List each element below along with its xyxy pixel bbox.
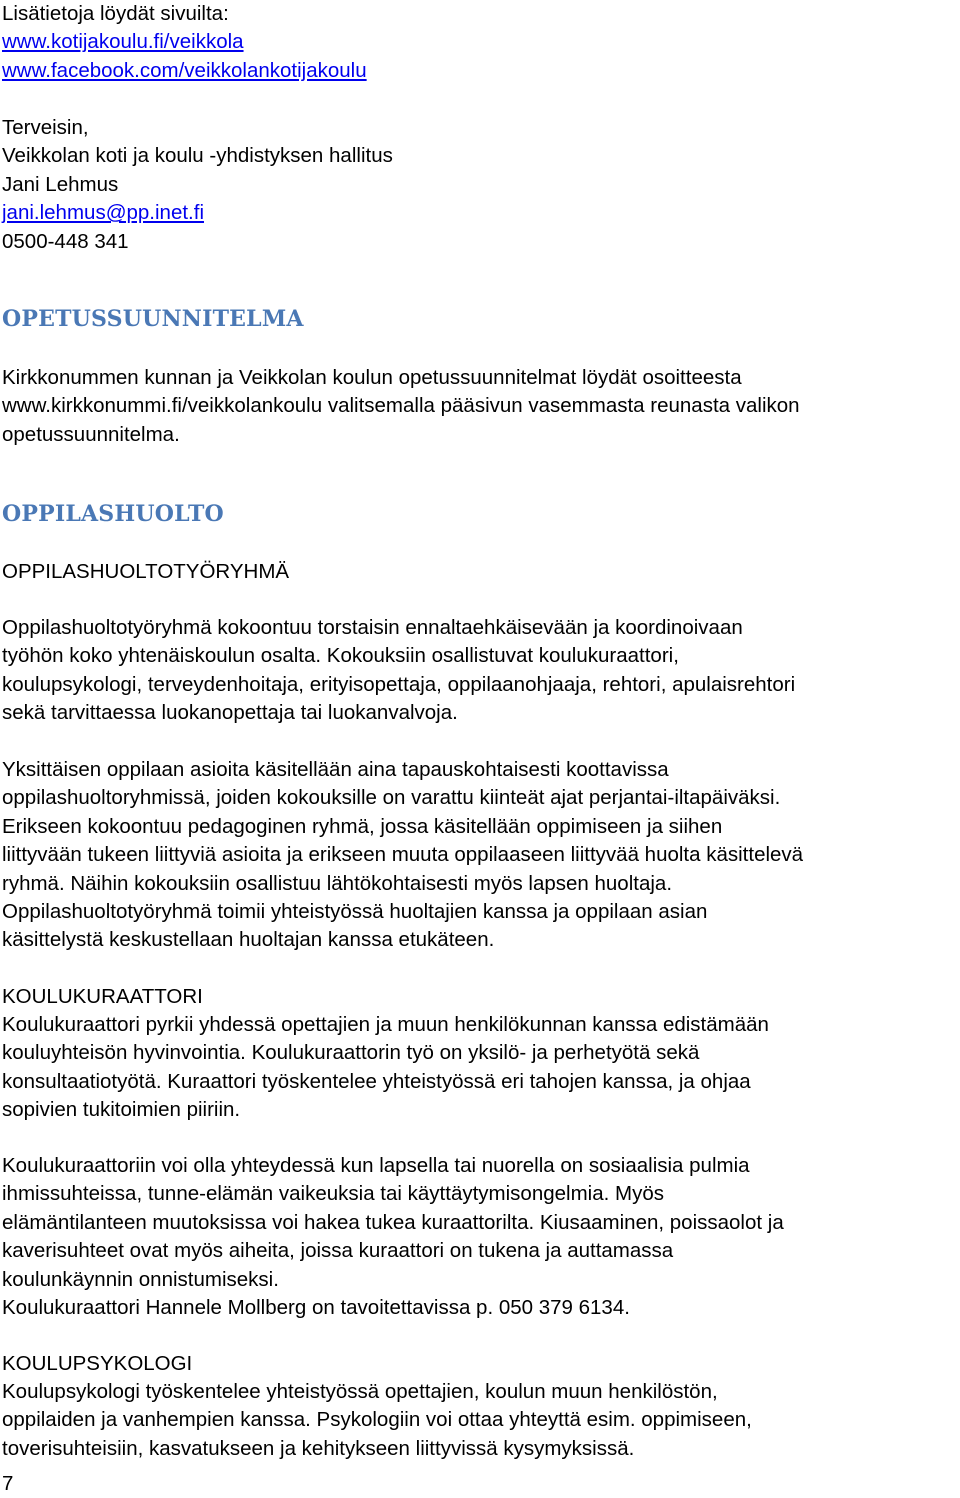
paragraph-line: työhön koko yhtenäiskoulun osalta. Kokouksiin osallistuvat koulukuraattori, [2,644,679,668]
subheading-koulukuraattori [2,983,958,1011]
signature-name: Jani Lehmus [2,172,119,196]
paragraph-line: konsultaatiotyötä. Kuraattori työskentelee yhteistyössä eri tahojen kanssa, ja ohjaa [2,1069,751,1093]
signature-email-link[interactable]: jani.lehmus@pp.inet.fi [2,201,204,225]
subheading-oppilashuoltotyoryhma [2,558,958,586]
paragraph-line: elämäntilanteen muutoksissa voi hakea tukea kuraattorilta. Kiusaaminen, poissaolot ja [2,1210,784,1234]
paragraph-line: käsittelystä keskustellaan huoltajan kanssa etukäteen. [2,928,495,952]
link-facebook[interactable]: www.facebook.com/veikkolankotijakoulu [2,58,367,82]
paragraph-line: toverisuhteisiin, kasvatukseen ja kehitykseen liittyvissä kysymyksissä. [2,1436,635,1460]
oppilashuolto-paragraph-1 [2,614,958,728]
paragraph-line: Koulukuraattori pyrkii yhdessä opettajien ja muun henkilökunnan kanssa edistämään [2,1013,769,1036]
signature-greeting: Terveisin, [2,116,89,139]
ops-line: opetussuunnitelma. [2,422,180,446]
subheading-koulupsykologi [2,1350,958,1378]
paragraph-line: sekä tarvittaessa luokanopettaja tai luokanvalvoja. [2,701,458,725]
kuraattori-paragraph-1 [2,1011,958,1125]
info-block [2,0,958,85]
paragraph-line: Koulupsykologi työskentelee yhteistyössä opettajien, koulun muun henkilöstön, [2,1380,718,1403]
signature-block [2,114,958,256]
paragraph-line: Koulukuraattoriin voi olla yhteydessä kun lapsella tai nuorella on sosiaalisia pulmia [2,1154,750,1177]
page-number: 7 [2,1472,14,1495]
paragraph-line: oppilashuoltoryhmissä, joiden kokouksille on varattu kiinteät ajat perjantai-iltapäiväksi. [2,786,781,810]
subheading-text: OPPILASHUOLTOTYÖRYHMÄ [2,560,290,583]
ops-line: www.kirkkonummi.fi/veikkolankoulu valitsemalla pääsivun vasemmasta reunasta valikon [2,394,800,418]
subheading-text: KOULUPSYKOLOGI [2,1352,193,1375]
kuraattori-contact: Koulukuraattori Hannele Mollberg on tavoitettavissa p. 050 379 6134. [2,1296,630,1320]
paragraph-line: ryhmä. Näihin kokouksiin osallistuu lähtökohtaisesti myös lapsen huoltaja. [2,871,673,895]
ops-line: Kirkkonummen kunnan ja Veikkolan koulun opetussuunnitelmat löydät osoitteesta [2,366,742,389]
psykologi-paragraph-1 [2,1378,958,1463]
paragraph-line: liittyvään tukeen liittyviä asioita ja erikseen muuta oppilaaseen liittyvää huolta käsittelevä [2,843,804,867]
paragraph-line: koulupsykologi, terveydenhoitaja, erityisopettaja, oppilaanohjaaja, rehtori, apulaisrehtori [2,672,796,696]
heading-opetussuunnitelma: OPETUSSUUNNITELMA [2,306,304,332]
info-intro: Lisätietoja löydät sivuilta: [2,2,229,25]
signature-org: Veikkolan koti ja koulu -yhdistyksen hallitus [2,144,393,168]
ops-paragraph [2,364,958,449]
paragraph-line: ihmissuhteissa, tunne-elämän vaikeuksia tai käyttäytymisongelmia. Myös [2,1182,664,1206]
paragraph-line: kouluyhteisön hyvinvointia. Koulukuraattorin työ on yksilö- ja perhetyötä sekä [2,1041,700,1065]
signature-phone: 0500-448 341 [2,229,129,253]
paragraph-line: kaverisuhteet ovat myös aiheita, joissa kuraattori on tukena ja auttamassa [2,1239,674,1263]
subheading-text: KOULUKURAATTORI [2,985,203,1008]
paragraph-line: Yksittäisen oppilaan asioita käsitellään aina tapauskohtaisesti koottavissa [2,758,669,781]
heading-oppilashuolto: OPPILASHUOLTO [2,501,224,527]
paragraph-line: Oppilashuoltotyöryhmä kokoontuu torstaisin ennaltaehkäisevään ja koordinoivaan [2,616,743,639]
oppilashuolto-paragraph-2 [2,756,958,955]
paragraph-line: Erikseen kokoontuu pedagoginen ryhmä, jossa käsitellään oppimiseen ja siihen [2,814,723,838]
kuraattori-paragraph-2 [2,1152,958,1322]
paragraph-line: sopivien tukitoimien piiriin. [2,1098,241,1122]
link-kotijakoulu[interactable]: www.kotijakoulu.fi/veikkola [2,30,244,54]
paragraph-line: Oppilashuoltotyöryhmä toimii yhteistyössä huoltajien kanssa ja oppilaan asian [2,900,708,924]
paragraph-line: koulunkäynnin onnistumiseksi. [2,1267,279,1291]
paragraph-line: oppilaiden ja vanhempien kanssa. Psykologiin voi ottaa yhteyttä esim. oppimiseen, [2,1408,752,1432]
